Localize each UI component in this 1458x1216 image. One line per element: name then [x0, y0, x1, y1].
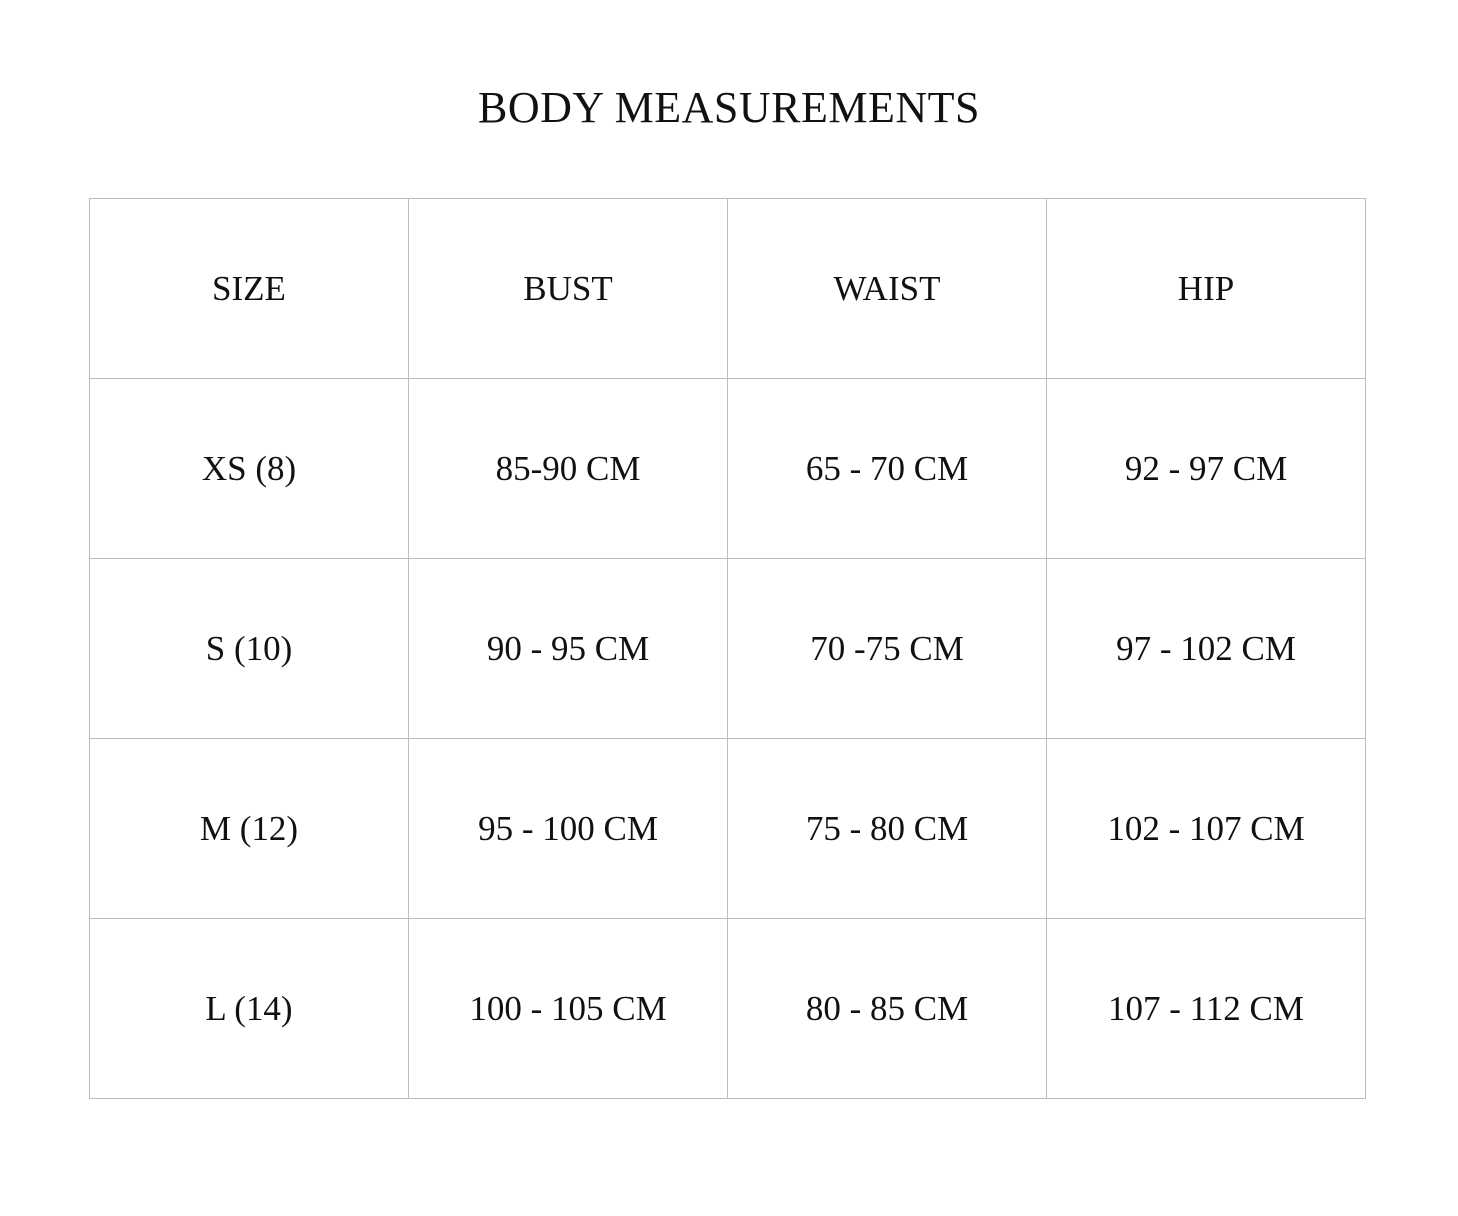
waist-cell: 70 -75 CM	[728, 559, 1047, 739]
header-waist: WAIST	[728, 199, 1047, 379]
header-hip: HIP	[1047, 199, 1366, 379]
bust-cell: 100 - 105 CM	[409, 919, 728, 1099]
table-row	[90, 379, 1366, 559]
size-cell: S (10)	[90, 559, 409, 739]
table-body	[90, 379, 1366, 1099]
waist-cell: 80 - 85 CM	[728, 919, 1047, 1099]
bust-cell: 95 - 100 CM	[409, 739, 728, 919]
hip-cell: 97 - 102 CM	[1047, 559, 1366, 739]
table-row	[90, 559, 1366, 739]
header-bust: BUST	[409, 199, 728, 379]
bust-cell: 85-90 CM	[409, 379, 728, 559]
hip-cell: 92 - 97 CM	[1047, 379, 1366, 559]
size-chart-table	[89, 198, 1366, 1099]
table-row	[90, 739, 1366, 919]
page-title: BODY MEASUREMENTS	[478, 83, 980, 132]
header-row	[90, 199, 1366, 379]
waist-cell: 65 - 70 CM	[728, 379, 1047, 559]
hip-cell: 107 - 112 CM	[1047, 919, 1366, 1099]
header-size: SIZE	[90, 199, 409, 379]
waist-cell: 75 - 80 CM	[728, 739, 1047, 919]
size-cell: M (12)	[90, 739, 409, 919]
table-header	[90, 199, 1366, 379]
bust-cell: 90 - 95 CM	[409, 559, 728, 739]
size-cell: XS (8)	[90, 379, 409, 559]
table-row	[90, 919, 1366, 1099]
size-cell: L (14)	[90, 919, 409, 1099]
hip-cell: 102 - 107 CM	[1047, 739, 1366, 919]
